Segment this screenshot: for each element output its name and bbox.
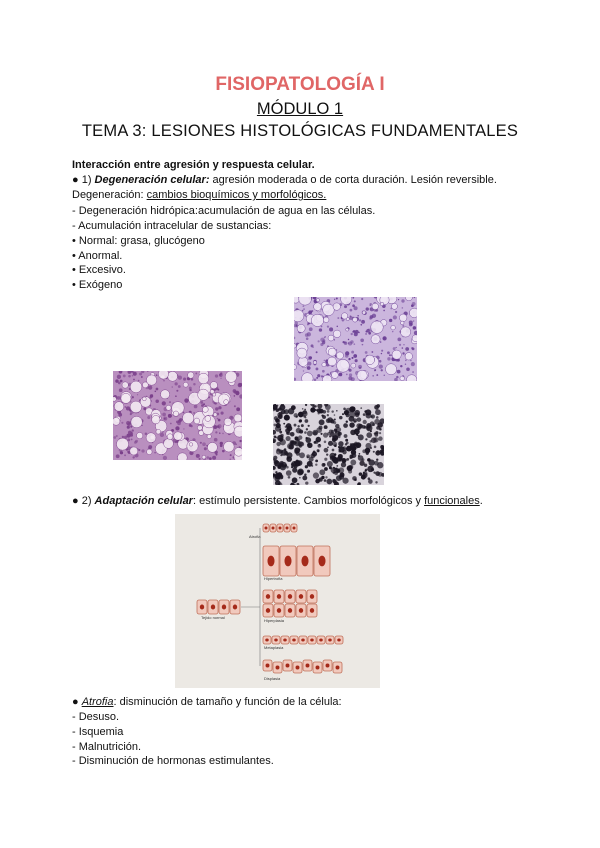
diagram-label-hiperplasia: Hiperplasia <box>264 618 285 623</box>
list-item: • Excesivo. <box>72 264 126 276</box>
list-item: - Degeneración hidrópica:acumulación de agua en las células. <box>72 205 376 217</box>
histology-image-hydropic <box>294 297 417 381</box>
item-term: Atrofia <box>81 696 114 708</box>
definition-link: cambios bioquímicos y morfológicos. <box>146 189 327 201</box>
item-term: Degeneración celular: <box>94 174 210 186</box>
list-item: - Acumulación intracelular de sustancias: <box>72 220 272 232</box>
item-prefix: ● 1) <box>72 174 95 186</box>
degeneracion-definition <box>72 188 326 202</box>
item-prefix: ● <box>72 696 82 708</box>
list-item: • Exógeno <box>72 279 123 291</box>
item-term: Adaptación celular <box>94 495 193 507</box>
item-link: funcionales <box>424 495 480 507</box>
topic-heading: TEMA 3: LESIONES HISTOLÓGICAS FUNDAMENTALES <box>81 122 519 140</box>
diagram-label-metaplasia: Metaplasia <box>264 645 284 650</box>
diagram-label-atrofia: Atrofia <box>249 534 261 539</box>
histology-image-dark-stain <box>273 404 384 485</box>
item-text: agresión moderada o de corta duración. Lesión reversible. <box>209 174 497 186</box>
item-atrofia <box>72 695 342 709</box>
item-degeneracion <box>72 173 497 187</box>
definition-label: Degeneración: <box>72 189 147 201</box>
item-text: : disminución de tamaño y función de la célula: <box>113 696 342 708</box>
histology-image-fatty <box>113 371 242 460</box>
module-heading: MÓDULO 1 <box>256 100 344 118</box>
item-text: : estímulo persistente. Cambios morfológicos y <box>192 495 425 507</box>
item-prefix: ● 2) <box>72 495 95 507</box>
list-item: • Normal: grasa, glucógeno <box>72 235 205 247</box>
list-item: • Anormal. <box>72 250 123 262</box>
list-item: - Disminución de hormonas estimulantes. <box>72 755 274 767</box>
item-adaptacion: ● 2) Adaptación celular: estímulo persistente. Cambios morfológicos y funcionales. <box>72 495 483 507</box>
document-title: FISIOPATOLOGÍA I <box>215 74 385 95</box>
cell-adaptation-diagram <box>175 514 380 688</box>
list-item: - Desuso. <box>72 711 120 723</box>
list-item: - Malnutrición. <box>72 741 142 753</box>
list-item: - Isquemia <box>72 726 124 738</box>
diagram-label-displasia: Displasia <box>264 676 281 681</box>
diagram-label-hipertrofia: Hipertrofia <box>264 576 283 581</box>
diagram-label-tejido-normal: Tejido normal <box>201 615 225 620</box>
section-heading: Interacción entre agresión y respuesta celular. <box>72 159 315 171</box>
